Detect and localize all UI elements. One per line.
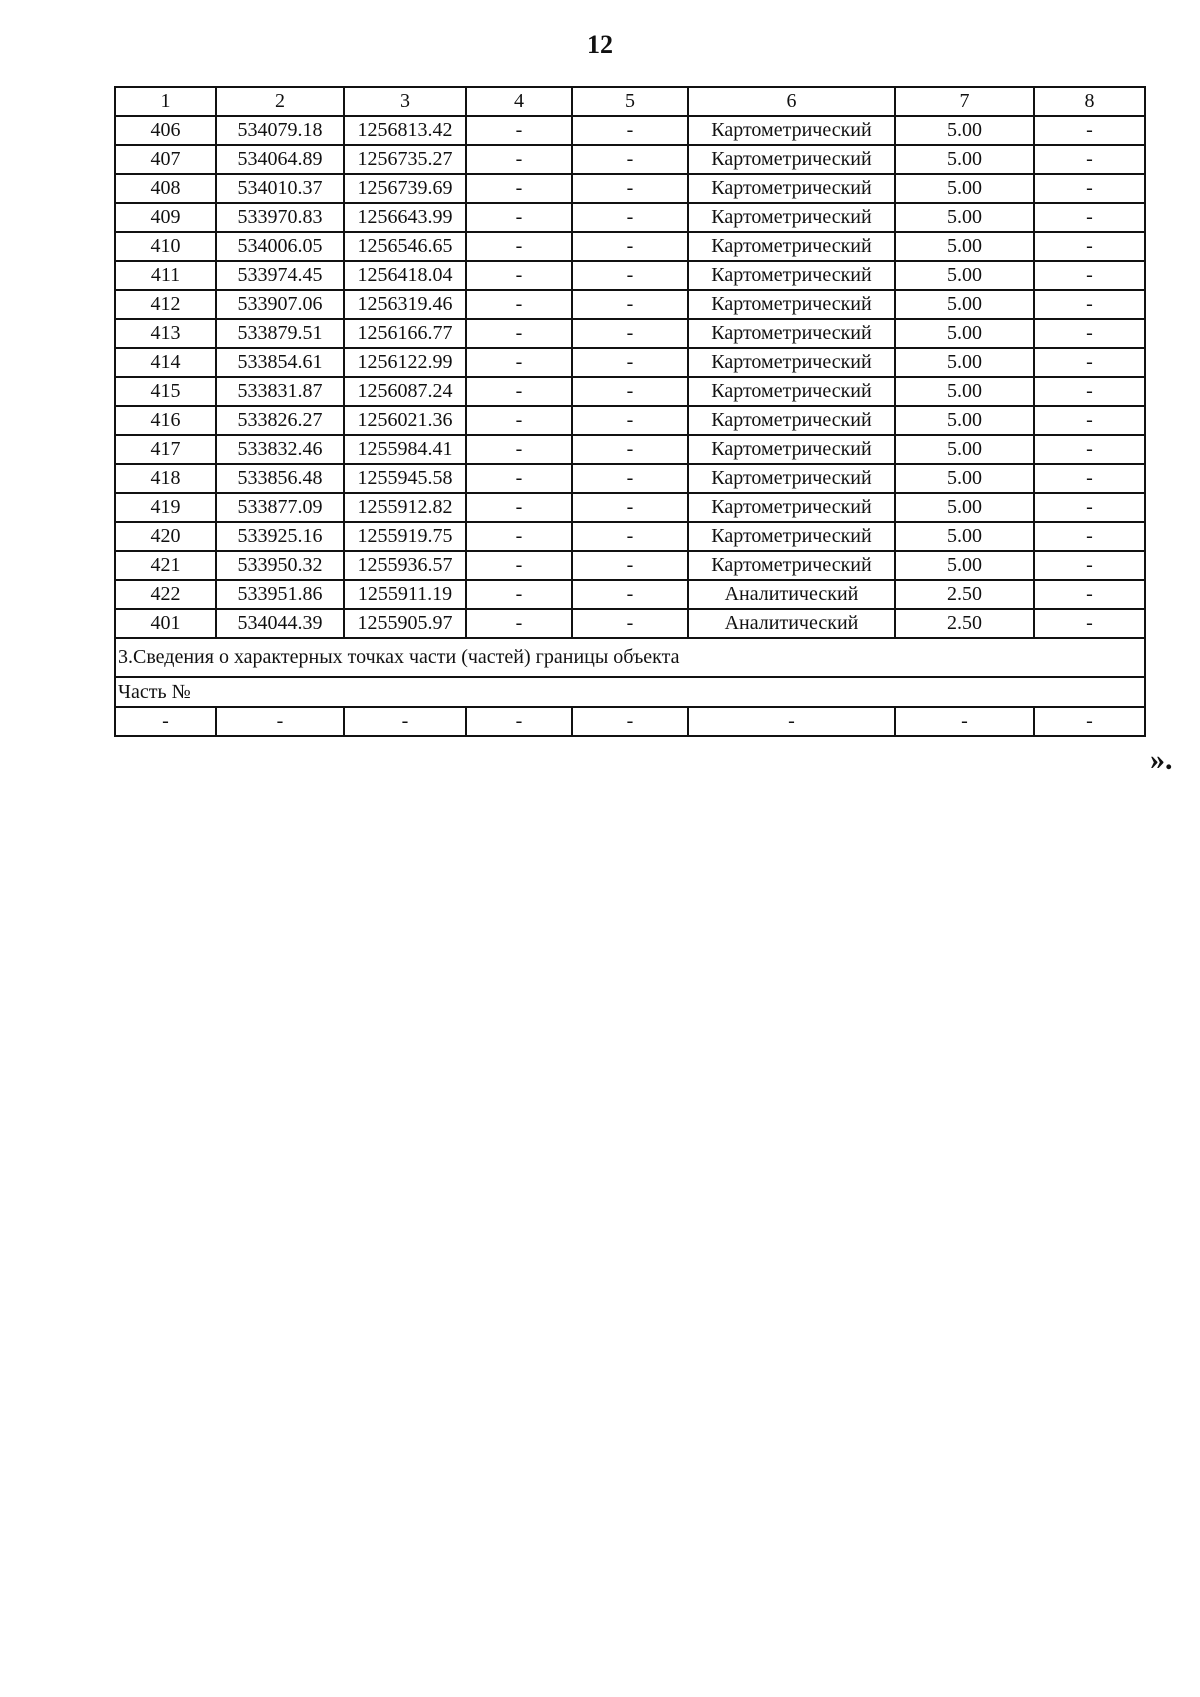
table-cell: Картометрический [688,174,895,203]
table-row [115,145,1145,174]
table-cell: 1255919.75 [344,522,466,551]
table-cell: 533974.45 [216,261,344,290]
table-cell: Картометрический [688,116,895,145]
table-cell: 5.00 [895,464,1034,493]
header-cell: 2 [216,87,344,116]
table-cell: - [1034,145,1145,174]
table-cell: 533877.09 [216,493,344,522]
table-cell: Картометрический [688,232,895,261]
table-cell: 1256739.69 [344,174,466,203]
table-cell: 420 [115,522,216,551]
table-cell: Картометрический [688,522,895,551]
table-cell: 534044.39 [216,609,344,638]
table-cell: - [1034,580,1145,609]
table-cell: - [466,377,572,406]
table-cell: 533970.83 [216,203,344,232]
table-cell: 407 [115,145,216,174]
table-cell: 5.00 [895,145,1034,174]
table-cell: - [572,464,688,493]
coordinates-table [114,86,1146,737]
table-cell: - [466,203,572,232]
table-cell: - [1034,261,1145,290]
table-cell: - [466,174,572,203]
table-cell: 1256813.42 [344,116,466,145]
empty-cell: - [466,707,572,736]
table-cell: 415 [115,377,216,406]
table-row [115,406,1145,435]
table-cell: 533907.06 [216,290,344,319]
table-cell: - [466,290,572,319]
table-row [115,609,1145,638]
header-cell: 5 [572,87,688,116]
table-cell: - [1034,174,1145,203]
table-cell: - [1034,348,1145,377]
table-cell: - [466,464,572,493]
table-cell: - [572,319,688,348]
table-cell: 418 [115,464,216,493]
table-cell: Аналитический [688,609,895,638]
table-cell: 5.00 [895,435,1034,464]
section-title-row [115,638,1145,677]
table-cell: - [466,609,572,638]
table-cell: 413 [115,319,216,348]
table-cell: 533856.48 [216,464,344,493]
table-cell: 5.00 [895,116,1034,145]
table-cell: 1255945.58 [344,464,466,493]
table-cell: 1256021.36 [344,406,466,435]
table-row [115,116,1145,145]
table-cell: - [466,348,572,377]
table-row [115,435,1145,464]
table-cell: - [1034,116,1145,145]
table-cell: 422 [115,580,216,609]
table-cell: 1256319.46 [344,290,466,319]
table-cell: - [466,435,572,464]
table-cell: 5.00 [895,174,1034,203]
table-cell: - [466,493,572,522]
table-cell: 5.00 [895,406,1034,435]
header-cell: 6 [688,87,895,116]
table-cell: 1255984.41 [344,435,466,464]
table-cell: - [572,522,688,551]
table-cell: 1255905.97 [344,609,466,638]
table-cell: 1255911.19 [344,580,466,609]
closing-quote-mark: ». [1150,743,1173,776]
table-cell: - [466,319,572,348]
table-cell: 2.50 [895,609,1034,638]
table-cell: 411 [115,261,216,290]
table-cell: 5.00 [895,377,1034,406]
table-cell: - [466,145,572,174]
empty-cell: - [1034,707,1145,736]
table-cell: - [572,203,688,232]
table-cell: 533826.27 [216,406,344,435]
table-cell: Картометрический [688,551,895,580]
table-row [115,377,1145,406]
table-cell: 419 [115,493,216,522]
empty-cell: - [688,707,895,736]
page-number: 12 [587,30,613,59]
table-cell: - [1034,609,1145,638]
table-header-row [115,87,1145,116]
empty-cell: - [216,707,344,736]
table-cell: - [1034,464,1145,493]
table-cell: 421 [115,551,216,580]
table-cell: 416 [115,406,216,435]
table-cell: 1256546.65 [344,232,466,261]
table-cell: - [572,116,688,145]
table-cell: 5.00 [895,493,1034,522]
empty-cell: - [115,707,216,736]
table-cell: - [572,435,688,464]
table-cell: 5.00 [895,348,1034,377]
table-cell: - [466,551,572,580]
table-cell: 533832.46 [216,435,344,464]
table-cell: Картометрический [688,464,895,493]
table-row [115,580,1145,609]
table-cell: Картометрический [688,319,895,348]
table-cell: Картометрический [688,203,895,232]
table-cell: - [572,174,688,203]
table-cell: - [466,116,572,145]
table-cell: 412 [115,290,216,319]
table-row [115,232,1145,261]
table-cell: 534079.18 [216,116,344,145]
table-cell: 1256122.99 [344,348,466,377]
table-cell: 2.50 [895,580,1034,609]
table-cell: Картометрический [688,493,895,522]
table-cell: Картометрический [688,261,895,290]
table-cell: 410 [115,232,216,261]
table-cell: 408 [115,174,216,203]
table-cell: Картометрический [688,145,895,174]
table-cell: 1256087.24 [344,377,466,406]
table-cell: 1256735.27 [344,145,466,174]
table-cell: 414 [115,348,216,377]
header-cell: 1 [115,87,216,116]
table-cell: - [572,406,688,435]
part-label-row [115,677,1145,707]
table-cell: 5.00 [895,203,1034,232]
table-cell: Картометрический [688,377,895,406]
table-cell: 533951.86 [216,580,344,609]
table-row [115,290,1145,319]
table-body [115,87,1145,736]
table-row [115,203,1145,232]
table-cell: - [1034,522,1145,551]
table-cell: - [572,232,688,261]
empty-cell: - [572,707,688,736]
table-cell: 533925.16 [216,522,344,551]
table-cell: - [572,377,688,406]
table-cell: 534064.89 [216,145,344,174]
table-cell: 5.00 [895,290,1034,319]
header-cell: 4 [466,87,572,116]
table-cell: 1256418.04 [344,261,466,290]
table-cell: - [466,406,572,435]
table-cell: 1256643.99 [344,203,466,232]
part-label: Часть № [115,677,1145,707]
table-cell: - [466,261,572,290]
table-cell: 533879.51 [216,319,344,348]
table-cell: - [572,348,688,377]
table-cell: 1255912.82 [344,493,466,522]
table-cell: 409 [115,203,216,232]
table-cell: 1255936.57 [344,551,466,580]
table-row [115,174,1145,203]
table-cell: 5.00 [895,232,1034,261]
empty-cell: - [344,707,466,736]
table-row [115,348,1145,377]
table-row [115,522,1145,551]
empty-cell: - [895,707,1034,736]
table-cell: - [466,580,572,609]
table-cell: 406 [115,116,216,145]
header-cell: 3 [344,87,466,116]
empty-part-row [115,707,1145,736]
table-cell: 5.00 [895,261,1034,290]
table-row [115,551,1145,580]
table-cell: Картометрический [688,290,895,319]
table-cell: 417 [115,435,216,464]
header-cell: 7 [895,87,1034,116]
table-cell: - [1034,406,1145,435]
table-cell: - [572,580,688,609]
table-cell: - [1034,319,1145,348]
table-cell: - [572,493,688,522]
table-cell: - [1034,203,1145,232]
table-cell: - [572,261,688,290]
table-cell: - [572,609,688,638]
table-cell: 401 [115,609,216,638]
table-cell: - [466,522,572,551]
header-cell: 8 [1034,87,1145,116]
table-cell: 5.00 [895,522,1034,551]
table-cell: 5.00 [895,551,1034,580]
table-cell: Аналитический [688,580,895,609]
table-cell: - [1034,551,1145,580]
table-cell: - [572,551,688,580]
table-cell: 534010.37 [216,174,344,203]
table-row [115,493,1145,522]
table-cell: Картометрический [688,406,895,435]
table-cell: - [466,232,572,261]
table-cell: 5.00 [895,319,1034,348]
table-cell: 533831.87 [216,377,344,406]
table-cell: - [572,290,688,319]
table-cell: - [572,145,688,174]
table-cell: - [1034,232,1145,261]
table-cell: - [1034,435,1145,464]
table-cell: - [1034,493,1145,522]
table-cell: - [1034,377,1145,406]
table-cell: 534006.05 [216,232,344,261]
table-row [115,464,1145,493]
table-row [115,319,1145,348]
table-cell: 533854.61 [216,348,344,377]
table-row [115,261,1145,290]
table-cell: Картометрический [688,348,895,377]
section-title: 3.Сведения о характерных точках части (частей) границы объекта [115,638,1145,677]
table-cell: 533950.32 [216,551,344,580]
table-cell: - [1034,290,1145,319]
table-cell: 1256166.77 [344,319,466,348]
table-cell: Картометрический [688,435,895,464]
